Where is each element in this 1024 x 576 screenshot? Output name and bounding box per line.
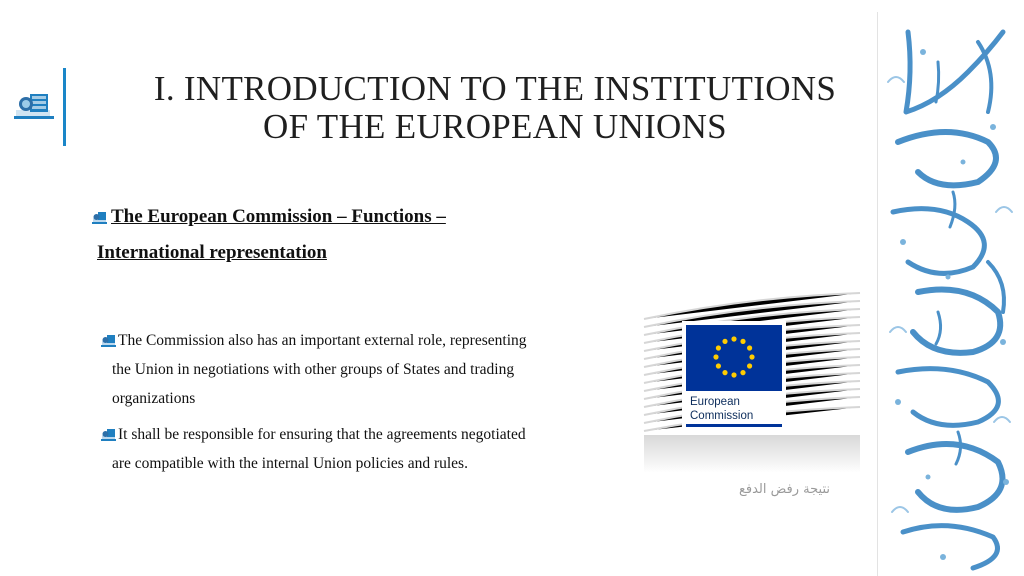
title-line1: I. INTRODUCTION TO THE INSTITUTIONS	[153, 69, 837, 108]
list-item	[101, 420, 581, 478]
section-heading	[92, 204, 446, 266]
header-divider	[63, 68, 66, 146]
ec-logo-line1: European	[690, 396, 740, 408]
list-item	[101, 326, 581, 413]
eu-flag	[686, 325, 782, 391]
section-heading-line1: The European Commission – Functions –	[111, 206, 446, 227]
bullet-text: are compatible with the internal Union policies and rules.	[112, 455, 468, 472]
building-logo-icon	[14, 90, 54, 124]
bullet-list	[101, 326, 581, 485]
bullet-text: The Commission also has an important external role, representing	[118, 332, 527, 349]
bullet-text: the Union in negotiations with other groups of States and trading organizations	[112, 361, 515, 407]
european-commission-image	[638, 273, 864, 481]
image-caption: نتيجة رفض الدفع	[738, 482, 830, 497]
ec-logo-line2: Commission	[690, 410, 754, 422]
building-bullet-icon	[101, 334, 116, 347]
section-heading-line2: International representation	[97, 242, 327, 263]
page-title	[100, 70, 890, 146]
bullet-text: It shall be responsible for ensuring that the agreements negotiated	[118, 426, 526, 443]
building-bullet-icon	[101, 428, 116, 441]
arabic-calligraphy-icon	[877, 12, 1024, 576]
building-bullet-icon	[92, 211, 107, 224]
title-line2: OF THE EUROPEAN UNIONS	[263, 107, 727, 146]
